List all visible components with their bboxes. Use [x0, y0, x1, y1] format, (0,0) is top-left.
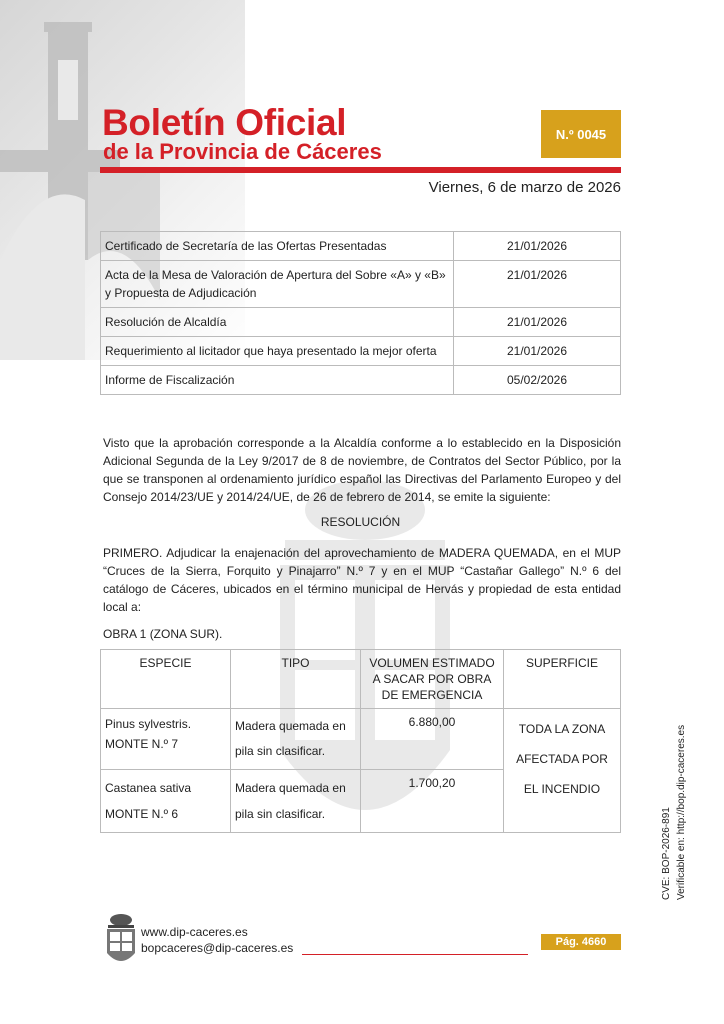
superficie-line: TODA LA ZONA: [518, 722, 606, 736]
table-row: [101, 261, 621, 308]
table-header-row: [101, 650, 621, 709]
especie-name: Castanea sativa: [105, 781, 192, 795]
date-cell: 21/01/2026: [454, 261, 621, 308]
header-superficie: SUPERFICIE: [504, 650, 621, 709]
coat-of-arms-icon: [104, 913, 138, 969]
tipo-line: Madera quemada en: [235, 781, 346, 795]
document-cell: Informe de Fiscalización: [101, 366, 454, 395]
documents-table: [100, 231, 621, 395]
date-cell: 21/01/2026: [454, 337, 621, 366]
obra-label: OBRA 1 (ZONA SUR).: [103, 627, 223, 641]
bulletin-title: Boletín Oficial: [102, 102, 347, 143]
superficie-line: AFECTADA POR: [516, 752, 608, 766]
date-cell: 21/01/2026: [454, 232, 621, 261]
header-tipo: TIPO: [231, 650, 361, 709]
superficie-line: EL INCENDIO: [523, 782, 601, 796]
tipo-line: pila sin clasificar.: [235, 744, 326, 758]
table-row: [101, 709, 621, 770]
table-row: [101, 308, 621, 337]
especie-cell: [101, 709, 231, 770]
page-number-badge: Pág. 4660: [541, 934, 621, 950]
especie-monte: MONTE N.º 6: [105, 807, 179, 821]
document-cell: Resolución de Alcaldía: [101, 308, 454, 337]
table-row: [101, 337, 621, 366]
resolution-heading: RESOLUCIÓN: [320, 515, 401, 529]
especie-name: Pinus sylvestris.: [105, 717, 192, 731]
especie-monte: MONTE N.º 7: [105, 737, 179, 751]
verification-url[interactable]: Verificable en: http://bop.dip-caceres.es: [676, 724, 687, 900]
document-cell: Requerimiento al licitador que haya presentado la mejor oferta: [101, 337, 454, 366]
table-row: [101, 232, 621, 261]
document-cell: Acta de la Mesa de Valoración de Apertura del Sobre «A» y «B» y Propuesta de Adjudicación: [101, 261, 454, 308]
especie-cell: [101, 770, 231, 833]
volumen-cell: 1.700,20: [361, 770, 504, 833]
cve-code: CVE: BOP-2026-891: [661, 807, 672, 900]
footer-divider: [302, 954, 528, 955]
tipo-line: pila sin clasificar.: [235, 807, 326, 821]
intro-paragraph: Visto que la aprobación corresponde a la Alcaldía conforme a lo establecido en la Disposición Adicional Segunda de la Ley 9/2017 de 8 de noviembre, de Contratos del Sector Público, por la que se transponen al ordenamiento jurídico español las Directivas del Parlamento Europeo y del Consejo 2014/23/UE y 2014/24/UE, de 26 de febrero de 2014, se emite la siguiente:: [103, 436, 621, 504]
superficie-cell: [504, 709, 621, 833]
species-table: [100, 649, 621, 833]
primero-paragraph: PRIMERO. Adjudicar la enajenación del aprovechamiento de MADERA QUEMADA, en el MUP “Cruces de la Sierra, Forquito y Pinajarro” N.º 7 y en el MUP “Castañar Gallego” N.º 6 del catálogo de Cáceres, ubicados en el término municipal de Hervás y propiedad de esta entidad local a:: [103, 546, 621, 614]
tipo-line: Madera quemada en: [235, 719, 346, 733]
volumen-cell: 6.880,00: [361, 709, 504, 770]
tipo-cell: [231, 770, 361, 833]
footer-website-link[interactable]: www.dip-caceres.es: [141, 925, 248, 939]
bulletin-subtitle: de la Provincia de Cáceres: [103, 139, 382, 164]
date-cell: 21/01/2026: [454, 308, 621, 337]
tipo-cell: [231, 709, 361, 770]
document-cell: Certificado de Secretaría de las Ofertas Presentadas: [101, 232, 454, 261]
issue-number-badge: N.º 0045: [541, 110, 621, 158]
table-row: [101, 366, 621, 395]
date-cell: 05/02/2026: [454, 366, 621, 395]
footer-email-link[interactable]: bopcaceres@dip-caceres.es: [141, 941, 294, 955]
publication-date: Viernes, 6 de marzo de 2026: [428, 179, 621, 196]
header-especie: ESPECIE: [101, 650, 231, 709]
header-divider: [100, 167, 621, 173]
header-volumen: VOLUMEN ESTIMADO A SACAR POR OBRA DE EMERGENCIA: [361, 650, 504, 709]
